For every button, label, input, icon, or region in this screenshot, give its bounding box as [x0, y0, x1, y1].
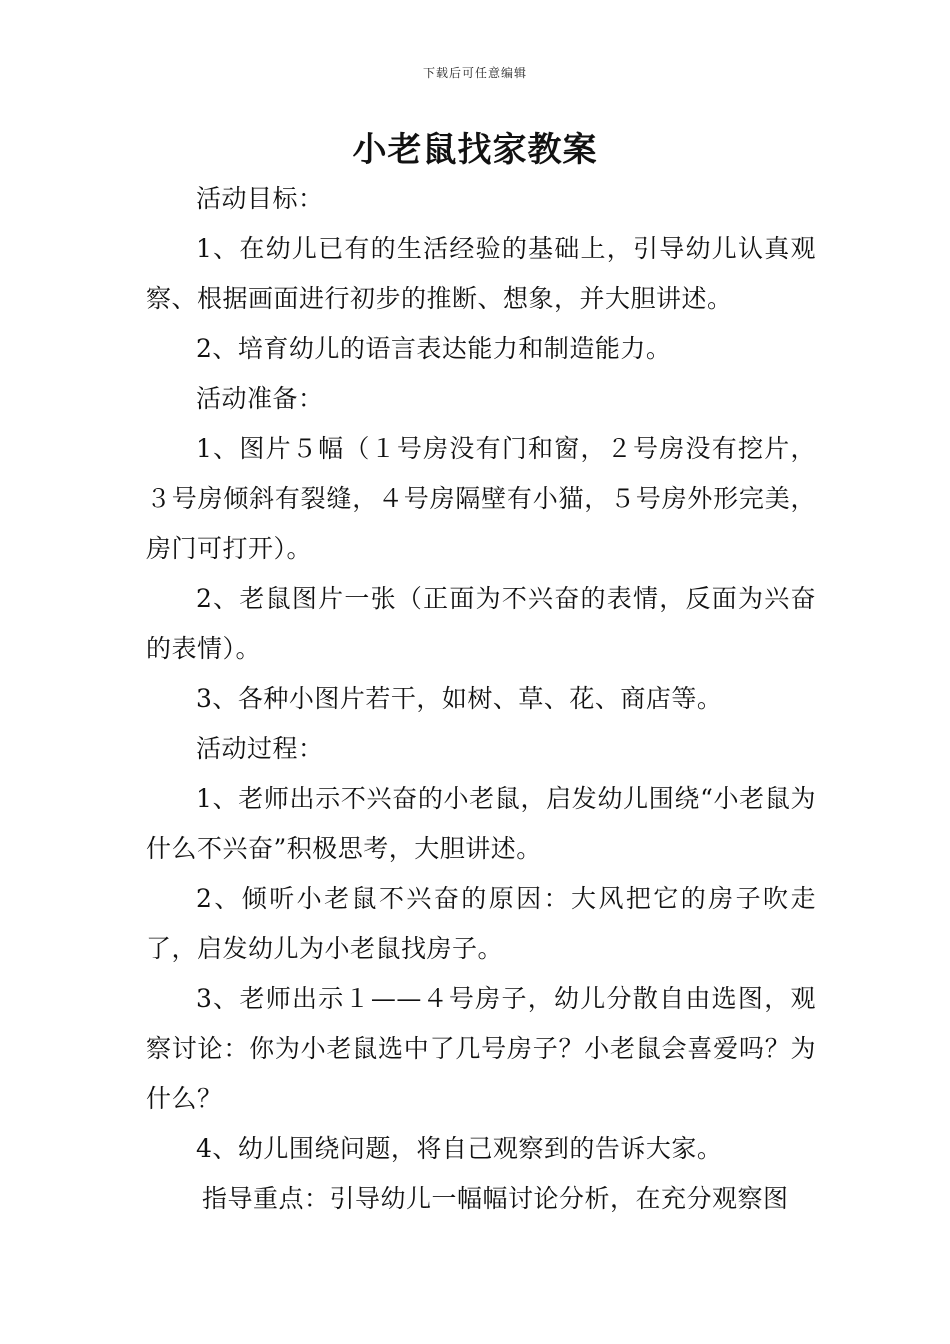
paragraph: 2、倾听小老鼠不兴奋的原因：大风把它的房子吹走了，启发幼儿为小老鼠找房子。 [146, 884, 816, 963]
document-title: 小老鼠找家教案 [352, 130, 598, 170]
paragraph: 3、各种小图片若干，如树、草、花、商店等。 [196, 684, 723, 713]
section-heading-preparation: 活动准备： [196, 384, 324, 413]
paragraph: 3、老师出示１——４号房子，幼儿分散自由选图，观察讨论：你为小老鼠选中了几号房子？小老鼠会喜爱吗？为什么？ [146, 984, 816, 1113]
paragraph: 2、老鼠图片一张（正面为不兴奋的表情，反面为兴奋的表情）。 [146, 584, 816, 663]
paragraph: 1、图片５幅（１号房没有门和窗，２号房没有挖片，３号房倾斜有裂缝，４号房隔壁有小猫，５号房外形完美，房门可打开）。 [146, 434, 816, 563]
header-note: 下载后可任意编辑 [422, 66, 527, 80]
section-heading-goals: 活动目标： [196, 184, 324, 213]
paragraph-guidance: 指导重点：引导幼儿一幅幅讨论分析，在充分观察图 [202, 1184, 789, 1213]
paragraph: 4、幼儿围绕问题，将自己观察到的告诉大家。 [196, 1134, 723, 1163]
paragraph: 2、培育幼儿的语言表达能力和制造能力。 [196, 334, 672, 363]
paragraph: 1、在幼儿已有的生活经验的基础上，引导幼儿认真观察、根据画面进行初步的推断、想象，并大胆讲述。 [146, 234, 816, 313]
section-heading-process: 活动过程： [196, 734, 324, 763]
document-body [146, 174, 816, 1224]
paragraph: 1、老师出示不兴奋的小老鼠，启发幼儿围绕“小老鼠为什么不兴奋”积极思考，大胆讲述。 [146, 784, 816, 863]
